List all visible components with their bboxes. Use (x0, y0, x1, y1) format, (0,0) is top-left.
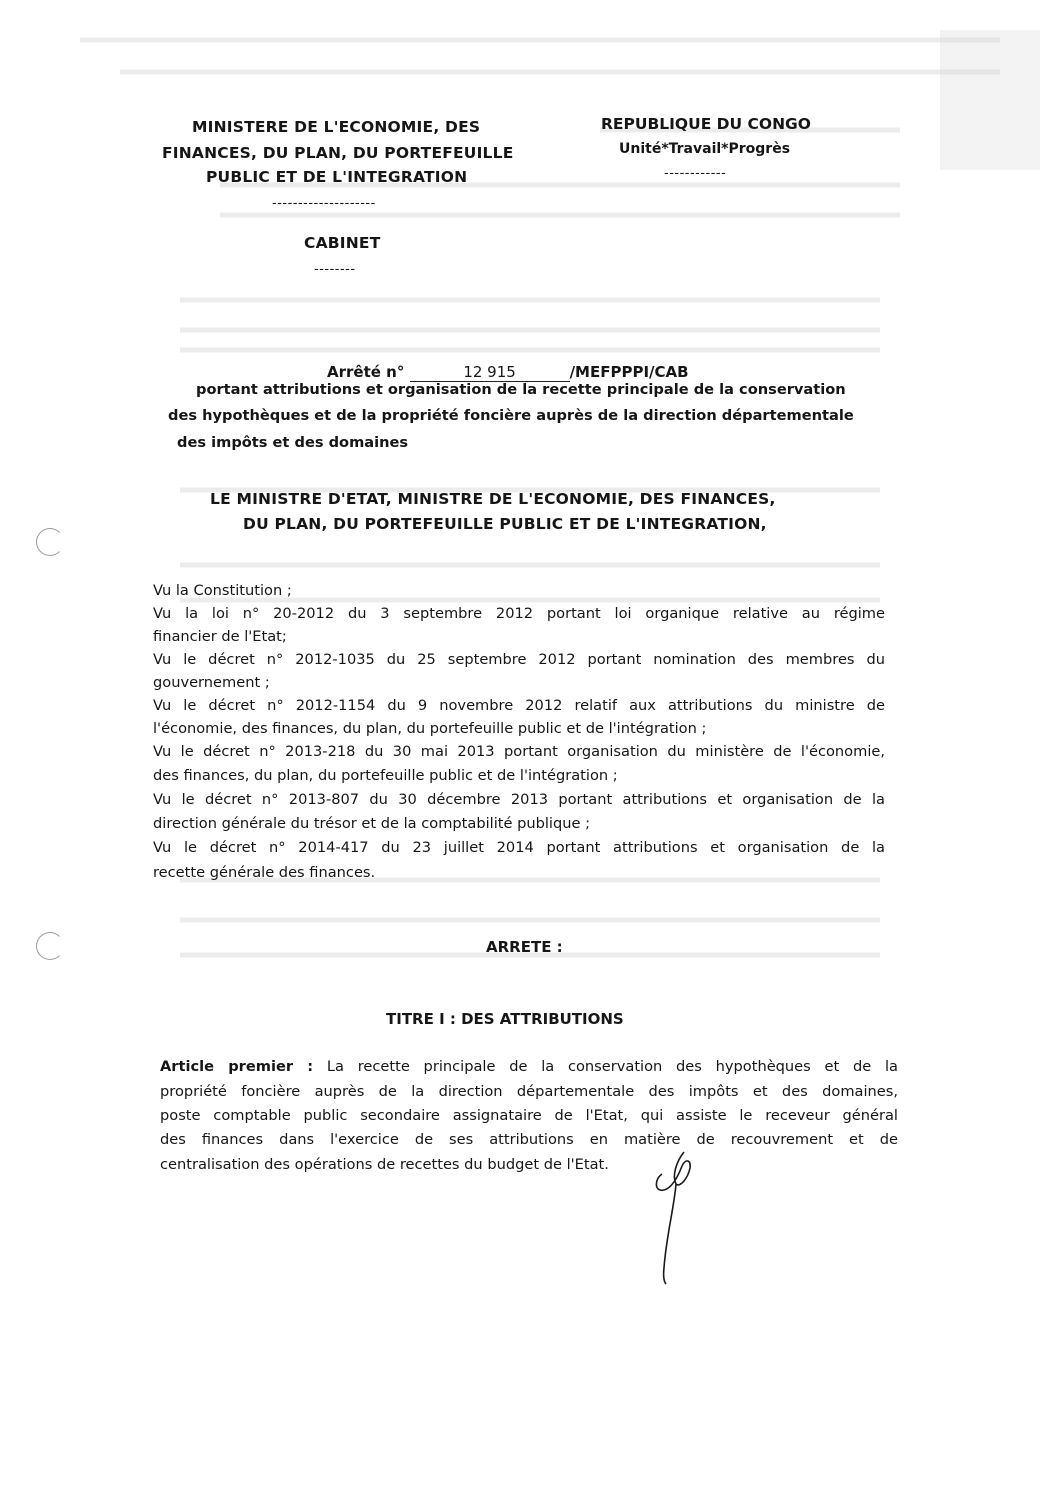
arrete-heading: ARRETE : (486, 938, 563, 956)
ministry-header-line-2: FINANCES, DU PLAN, DU PORTEFEUILLE (162, 144, 514, 162)
arrete-prefix: Arrêté n° (327, 363, 405, 381)
visa-line: recette générale des finances. (153, 864, 376, 881)
visa-line: gouvernement ; (153, 674, 270, 691)
ministry-divider: -------------------- (272, 196, 376, 211)
minister-line-2: DU PLAN, DU PORTEFEUILLE PUBLIC ET DE L'INTEGRATION, (243, 515, 767, 533)
article-line-1-text: La recette principale de la conservation des hypothèques et de la (326, 1058, 898, 1075)
subject-line-1: portant attributions et organisation de la recette principale de la conservation (196, 381, 846, 398)
national-motto: Unité*Travail*Progrès (619, 141, 791, 157)
visa-line: l'économie, des finances, du plan, du portefeuille public et de l'intégration ; (153, 720, 707, 737)
handwritten-paraph (646, 1148, 706, 1288)
visa-line: Vu la loi n° 20-2012 du 3 septembre 2012 portant loi organique relative au régime (153, 605, 885, 622)
article-line-5: centralisation des opérations de recettes du budget de l'Etat. (160, 1156, 609, 1173)
visa-line: Vu le décret n° 2012-1154 du 9 novembre 2012 relatif aux attributions du ministre de (153, 697, 885, 714)
subject-line-3: des impôts et des domaines (177, 434, 409, 451)
republic-divider: ------------ (664, 166, 727, 181)
article-line-1 (160, 1058, 898, 1075)
arrete-number: 12 915 (410, 363, 570, 382)
ministry-header-line-3: PUBLIC ET DE L'INTEGRATION (206, 168, 468, 186)
visa-line: direction générale du trésor et de la comptabilité publique ; (153, 815, 591, 832)
cabinet-divider: -------- (314, 262, 356, 277)
minister-line-1: LE MINISTRE D'ETAT, MINISTRE DE L'ECONOMIE, DES FINANCES, (210, 490, 776, 508)
ministry-header-line-1: MINISTERE DE L'ECONOMIE, DES (192, 118, 481, 136)
visa-line: Vu le décret n° 2014-417 du 23 juillet 2014 portant attributions et organisation de la (153, 839, 885, 856)
visa-line: Vu la Constitution ; (153, 582, 292, 599)
article-line-2: propriété foncière auprès de la direction départementale des impôts et des domaines, (160, 1083, 898, 1100)
visa-line: des finances, du plan, du portefeuille public et de l'intégration ; (153, 767, 618, 784)
punch-hole-top (36, 528, 64, 556)
visa-line: Vu le décret n° 2013-218 du 30 mai 2013 portant organisation du ministère de l'économie, (153, 743, 885, 760)
republic-title: REPUBLIQUE DU CONGO (601, 115, 811, 133)
arrete-reference (327, 363, 689, 382)
article-line-4: des finances dans l'exercice de ses attributions en matière de recouvrement et de (160, 1131, 898, 1148)
arrete-suffix: /MEFPPPI/CAB (569, 363, 689, 381)
cabinet-label: CABINET (304, 234, 381, 252)
visa-line: financier de l'Etat; (153, 628, 287, 645)
punch-hole-bottom (36, 932, 64, 960)
article-label: Article premier : (160, 1058, 314, 1075)
article-line-3: poste comptable public secondaire assignataire de l'Etat, qui assiste le receveur général (160, 1107, 898, 1124)
visa-line: Vu le décret n° 2013-807 du 30 décembre 2013 portant attributions et organisation de la (153, 791, 885, 808)
subject-line-2: des hypothèques et de la propriété foncière auprès de la direction départementale (168, 407, 854, 424)
titre-heading: TITRE I : DES ATTRIBUTIONS (386, 1010, 624, 1028)
visa-line: Vu le décret n° 2012-1035 du 25 septembre 2012 portant nomination des membres du (153, 651, 885, 668)
